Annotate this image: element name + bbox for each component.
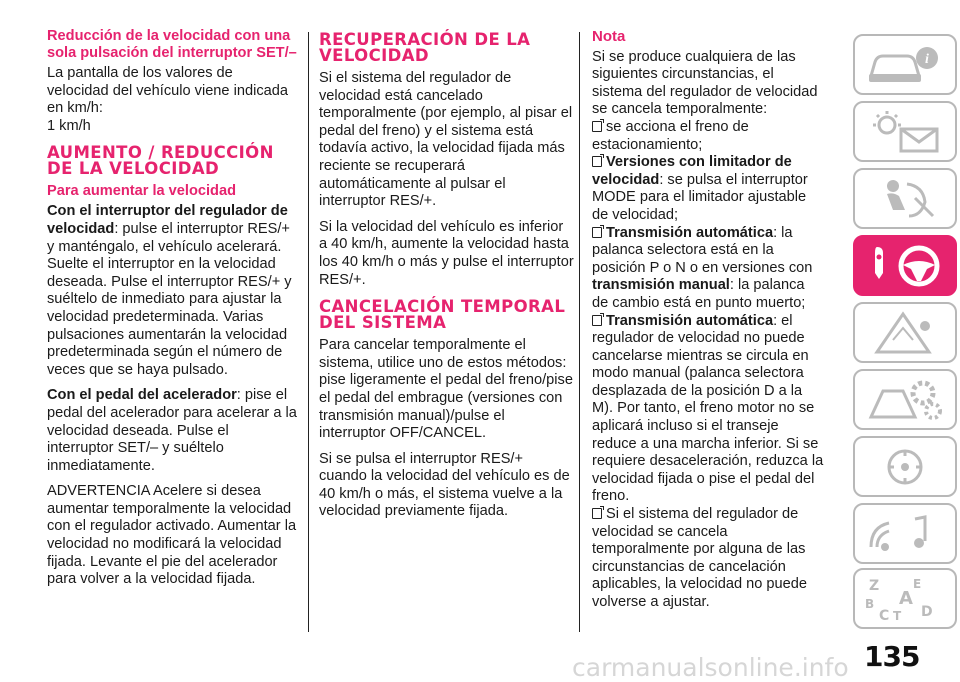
bullet-box-icon xyxy=(592,121,602,132)
paragraph: Si el sistema del regulador de velocidad está cancelado temporalmente (por ejemplo, al pisar el pedal del freno) y el sistema está todavía activo, la velocidad fijada más reciente se recuperará automáticamente al pulsar el interruptor RES/+. xyxy=(319,70,573,210)
svg-text:E: E xyxy=(913,577,922,591)
bullet-box-icon xyxy=(592,227,602,238)
paragraph: Si la velocidad del vehículo es inferior a 40 km/h, aumente la velocidad hasta los 40 km/h o más y pulse el interruptor RES/+. xyxy=(319,218,574,288)
column-2 xyxy=(319,28,574,529)
paragraph: La pantalla de los valores de velocidad del vehículo viene indicada en km/h: xyxy=(47,65,288,117)
tab-multimedia[interactable] xyxy=(853,503,957,564)
note-bullet: Si el sistema del regulador de velocidad se cancela temporalmente por alguna de las circunstancias de cancelación aplicables, la velocidad no puede volverse a ajustar. xyxy=(592,506,808,610)
tab-service[interactable] xyxy=(853,369,957,430)
column-divider xyxy=(579,32,580,632)
bullet-box-icon xyxy=(592,508,602,519)
subheading-single-press: Reducción de la velocidad con una sola pulsación del interruptor SET/– xyxy=(47,28,297,61)
svg-text:Z: Z xyxy=(869,578,880,594)
paragraph: Para cancelar temporalmente el sistema, utilice uno de estos métodos: pise ligeramente el pedal del freno/pise el pedal del embrague (versiones con transmisión manual)/pulse el interruptor OFF/CANCEL. xyxy=(319,337,573,442)
note-title: Nota xyxy=(592,28,626,45)
tab-emergency[interactable] xyxy=(853,302,957,363)
tab-safety[interactable] xyxy=(853,168,957,229)
emergency-triangle-icon xyxy=(863,310,951,356)
watermark: carmanualsonline.info xyxy=(572,653,849,682)
paragraph: Con el interruptor del regulador de velocidad: pulse el interruptor RES/+ y manténgalo, el vehículo acelerará. Suelte el interruptor en la velocidad deseada. Pulse el interruptor RES/+ y suéltelo de inmediato para ajustar la velocidad predeterminada. Varias pulsaciones aumentarán la velocidad predeterminada según el número de veces que se haya pulsado. xyxy=(47,203,292,378)
svg-text:C: C xyxy=(879,608,890,622)
paragraph: 1 km/h xyxy=(47,117,91,134)
subheading-increase: Para aumentar la velocidad xyxy=(47,183,236,200)
paragraph: Con el pedal del acelerador: pise el pedal del acelerador para acelerar a la velocidad deseada. Pulse el interruptor SET/– y suéltelo inmediatamente. xyxy=(47,387,297,474)
multimedia-icon xyxy=(863,511,951,557)
technical-data-icon xyxy=(863,444,951,490)
airbag-seat-icon xyxy=(863,176,951,222)
heading-recovery: RECUPERACIÓN DE LA VELOCIDAD xyxy=(319,30,531,65)
tab-car-info[interactable] xyxy=(853,34,957,95)
service-gears-icon xyxy=(863,377,951,423)
svg-text:B: B xyxy=(865,597,875,611)
column-divider xyxy=(308,32,309,632)
svg-text:D: D xyxy=(921,604,933,620)
bullet-box-icon xyxy=(592,156,602,167)
alphabetical-index-icon xyxy=(863,576,951,622)
heading-temporary-cancel: CANCELACIÓN TEMPORAL DEL SISTEMA xyxy=(319,297,566,333)
column-1 xyxy=(47,28,297,597)
car-info-icon xyxy=(863,42,951,88)
warning-lights-icon xyxy=(863,109,951,155)
note-bullet: Transmisión automática: el regulador de velocidad no puede cancelarse mientras se circula en modo manual (palanca selectora desplazada de la posición D a la M). Por tanto, el freno motor no se aplicará incluso si el transeje reduce a una marcha inferior. Si se requiere desaceleración, reduzca la velocidad fijada o pise el pedal del freno. xyxy=(592,312,824,505)
note-bullet: Transmisión automática: la palanca selectora está en la posición P o N o en versiones con transmisión manual: la palanca de cambio está en punto muerto; xyxy=(592,224,813,311)
steering-key-icon xyxy=(863,243,951,289)
svg-text:T: T xyxy=(893,609,902,622)
column-3-note xyxy=(592,28,824,612)
note-bullet: Versiones con limitador de velocidad: se pulsa el interruptor MODE para el limitador ajustable de velocidad; xyxy=(592,154,808,223)
heading-increase-decrease: AUMENTO / REDUCCIÓN DE LA VELOCIDAD xyxy=(47,143,274,179)
tab-index[interactable] xyxy=(853,568,957,629)
note-bullet: se acciona el freno de estacionamiento; xyxy=(592,118,749,153)
warning-paragraph: ADVERTENCIA Acelere si desea aumentar temporalmente la velocidad con el regulador activado. Aumentar la velocidad no modificará la velocidad fijada. Levante el pie del acelerador para volver a la velocidad fijada. xyxy=(47,483,297,588)
tab-starting-driving[interactable] xyxy=(853,235,957,296)
svg-text:A: A xyxy=(899,588,913,609)
page-number: 135 xyxy=(864,640,920,673)
note-intro: Si se produce cualquiera de las siguientes circunstancias, el sistema del regulador de velocidad se cancela temporalmente: xyxy=(592,48,818,118)
paragraph: Si se pulsa el interruptor RES/+ cuando la velocidad del vehículo es de 40 km/h o más, el sistema vuelve a la velocidad previamente fijada. xyxy=(319,450,570,520)
bullet-box-icon xyxy=(592,315,602,326)
tab-warning-lights[interactable] xyxy=(853,101,957,162)
svg-text:i: i xyxy=(925,52,929,67)
tab-technical-data[interactable] xyxy=(853,436,957,497)
